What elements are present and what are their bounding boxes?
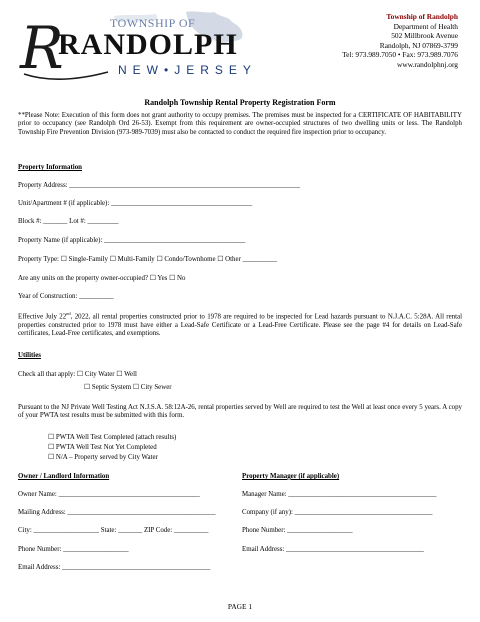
lead-paragraph — [18, 310, 462, 339]
property-type-options[interactable]: Property Type: ☐ Single-Family ☐ Multi-Family ☐ Condo/Townhome ☐ Other __________ — [18, 256, 278, 263]
logo-township-of: TOWNSHIP OF — [110, 16, 196, 30]
manager-email-field[interactable]: Email Address: ________________________________________ — [242, 546, 424, 553]
utilities-line-2[interactable]: ☐ Septic System ☐ City Sewer — [84, 384, 172, 391]
owner-name-field[interactable]: Owner Name: _________________________________________ — [18, 491, 200, 498]
property-name-field[interactable]: Property Name (if applicable): _________________________________________ — [18, 237, 246, 244]
dept-name: Department of Health — [393, 21, 458, 31]
lead-text: , 2022, all rental properties constructed prior to 1978 are required to be inspected for Lead hazards pursuant to N.J.A.C. 5:28A. All rental properties constructed prior to 1978 must have either a Lead-Safe Certificate or a Lead-Free Certificate. Please see the page #4 for details on Lead-Safe certificates, Lead-Free certificates, and exemptions. — [18, 313, 462, 338]
logo-r-glyph: R — [20, 14, 64, 82]
page-number: PAGE 1 — [227, 602, 253, 611]
company-field[interactable]: Company (if any): ________________________________________ — [242, 509, 433, 516]
owner-email-field[interactable]: Email Address: ___________________________________________ — [18, 564, 211, 571]
year-field[interactable]: Year of Construction: __________ — [18, 293, 114, 300]
logo-name: RANDOLPH — [58, 28, 238, 61]
owner-heading: Owner / Landlord Information — [18, 473, 110, 480]
property-heading: Property Information — [18, 164, 82, 171]
phone-fax: Tel: 973.989.7050 • Fax: 973.989.7076 — [342, 50, 458, 60]
well-paragraph: Pursuant to the NJ Private Well Testing Act N.J.S.A. 58:12A-26, rental properties served by Well are required to test the Well at least once every 5 years. A copy of your PWTA test results must be submitted with this form. — [18, 404, 462, 420]
lead-sup: nd — [66, 311, 71, 316]
logo-state: NEW•JERSEY — [118, 63, 257, 77]
form-title: Randolph Township Rental Property Registration Form — [144, 98, 336, 107]
township-logo — [18, 8, 288, 86]
manager-phone-field[interactable]: Phone Number: ___________________ — [242, 527, 353, 534]
pwta-option-3[interactable]: ☐ N/A – Property served by City Water — [48, 454, 158, 461]
contact-block — [342, 12, 458, 70]
manager-name-field[interactable]: Manager Name: ___________________________________________ — [242, 491, 437, 498]
block-lot-field[interactable]: Block #: _______ Lot #: _________ — [18, 218, 119, 225]
address-line-2: Randolph, NJ 07869-3799 — [379, 40, 458, 50]
utilities-heading: Utilities — [18, 352, 41, 359]
mailing-address-field[interactable]: Mailing Address: ___________________________________________ — [18, 509, 216, 516]
city-state-zip-field[interactable]: City: ___________________ State: _______ ZIP Code: __________ — [18, 527, 209, 534]
pwta-option-1[interactable]: ☐ PWTA Well Test Completed (attach results) — [48, 434, 177, 441]
unit-field[interactable]: Unit/Apartment # (if applicable): _________________________________________ — [18, 200, 253, 207]
property-address-field[interactable]: Property Address: ___________________________________________________________________ — [18, 182, 301, 189]
address-line-1: 502 Millbrook Avenue — [391, 31, 458, 41]
utilities-line-1[interactable]: Check all that apply: ☐ City Water ☐ Well — [18, 371, 137, 378]
pwta-option-2[interactable]: ☐ PWTA Well Test Not Yet Completed — [48, 444, 157, 451]
owner-phone-field[interactable]: Phone Number: ___________________ — [18, 546, 129, 553]
org-name: Township of Randolph — [386, 12, 458, 21]
manager-heading: Property Manager (if applicable) — [242, 473, 340, 480]
owner-occupied-options[interactable]: Are any units on the property owner-occupied? ☐ Yes ☐ No — [18, 275, 186, 282]
notice-paragraph: **Please Note: Execution of this form does not grant authority to occupy premises. The premises must be inspected for a CERTIFICATE OF HABITABILITY prior to occupancy (see Randolph Ord 26-53). Exempt from this requirement are owner-occupied structures of two dwelling units or less. The Randolph Township Fire Prevention Division (973-989-7039) must also be contacted to conduct the required fire inspection prior to occupancy. — [18, 112, 462, 136]
website-link[interactable]: www.randolphnj.org — [397, 59, 458, 69]
lead-prefix: Effective July 22 — [18, 313, 67, 321]
